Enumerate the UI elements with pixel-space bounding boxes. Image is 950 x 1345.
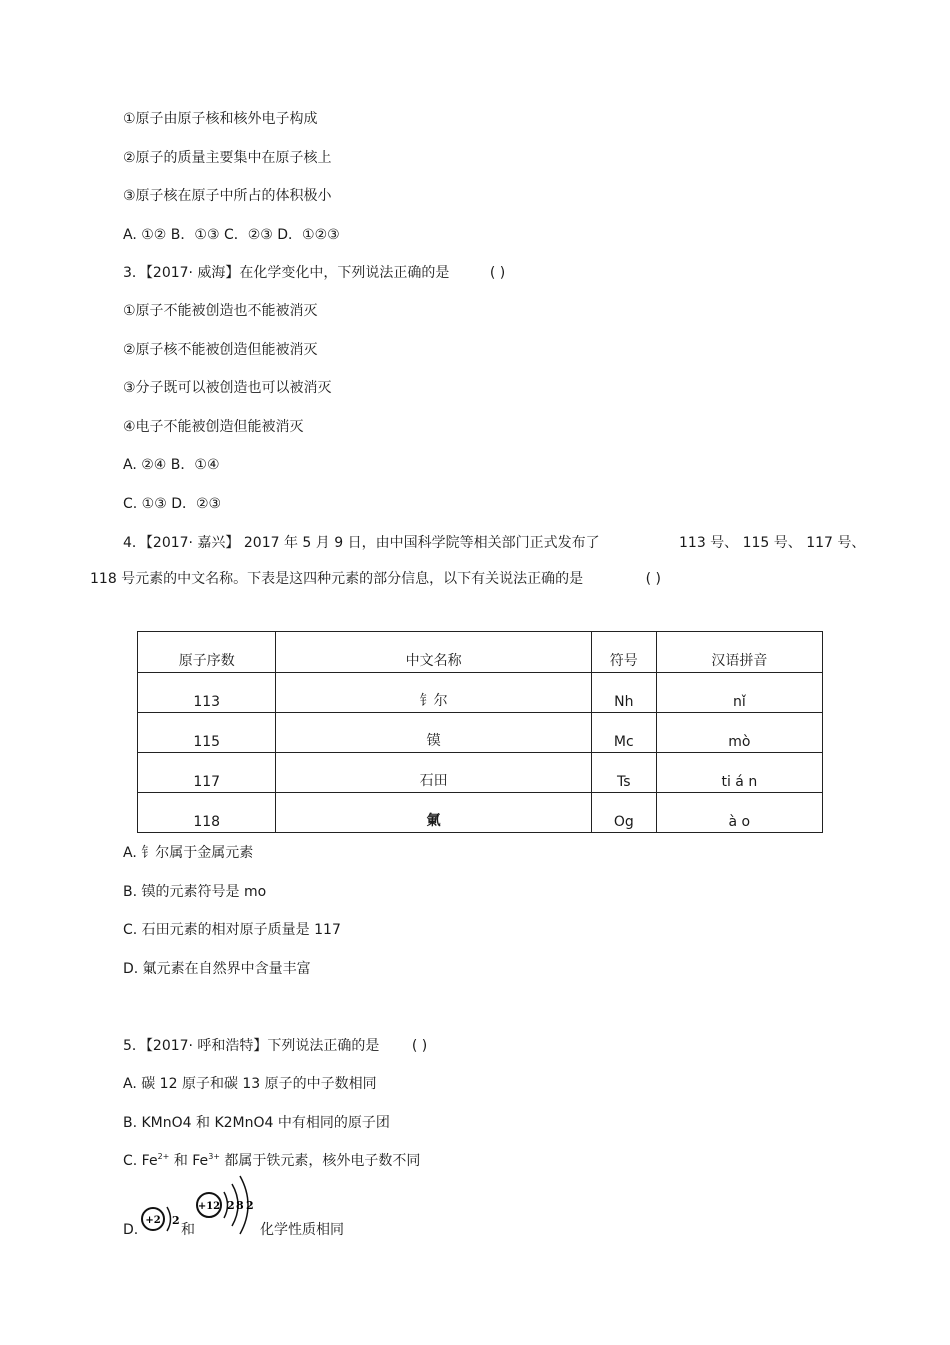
q4-option-a: A. 钅尔属于金属元素 [123, 845, 254, 861]
cell-symbol: Nh [591, 673, 656, 713]
cell-atomic-number: 117 [138, 753, 276, 793]
q3-statement-4: ④电子不能被创造但能被消灭 [123, 419, 304, 435]
q2-choices: A. ①② B．①③ C．②③ D．①②③ [123, 227, 340, 243]
q3-statement-3: ③分子既可以被创造也可以被消灭 [123, 380, 332, 396]
q5-option-c-mid: 和 Fe [169, 1153, 209, 1169]
table-row [138, 753, 823, 793]
shell-electron-count: 2 [172, 1214, 180, 1227]
q5-option-d-label: D. [123, 1222, 139, 1238]
shell-electron-count: 8 [236, 1199, 244, 1212]
q5-option-c-suffix: 都属于铁元素，核外电子数不同 [219, 1153, 421, 1169]
cell-pinyin: à o [656, 793, 822, 833]
q3-stem [123, 264, 505, 282]
q3-choices-cd: C. ①③ D．②③ [123, 496, 222, 512]
table-header-row [138, 632, 823, 673]
helium-atom-structure-diagram [138, 1200, 182, 1240]
q5-stem-text: 5．【2017· 呼和浩特】下列说法正确的是 [123, 1038, 380, 1054]
q4-stem-line1: 4．【2017· 嘉兴】 2017 年 5 月 9 日，由中国科学院等相关部门正式发布了 [123, 535, 600, 551]
q2-statement-1: ①原子由原子核和核外电子构成 [123, 111, 318, 127]
magnesium-atom-structure-diagram [194, 1172, 260, 1244]
q4-option-d: D. 氭元素在自然界中含量丰富 [123, 961, 311, 977]
q4-option-b: B. 镆的元素符号是 mo [123, 884, 267, 900]
q4-stem-line2-text: 118 号元素的中文名称。下表是这四种元素的部分信息，以下有关说法正确的是 [90, 571, 584, 587]
q2-statement-2: ②原子的质量主要集中在原子核上 [123, 150, 332, 166]
header-atomic-number: 原子序数 [138, 632, 276, 673]
q5-option-b: B. KMnO4 和 K2MnO4 中有相同的原子团 [123, 1115, 390, 1131]
q2-statement-3: ③原子核在原子中所占的体积极小 [123, 188, 332, 204]
cell-atomic-number: 115 [138, 713, 276, 753]
q5-option-c [123, 1152, 420, 1170]
q3-choices-ab: A. ②④ B．①④ [123, 457, 220, 473]
q4-answer-paren: ( ) [645, 571, 661, 587]
q3-statement-1: ①原子不能被创造也不能被消灭 [123, 303, 318, 319]
shell-electron-count: 2 [227, 1199, 235, 1212]
cell-atomic-number: 118 [138, 793, 276, 833]
header-symbol: 符号 [591, 632, 656, 673]
cell-symbol: Ts [591, 753, 656, 793]
q3-answer-paren: ( ) [489, 265, 506, 281]
table-row [138, 673, 823, 713]
q5-option-d-and: 和 [181, 1222, 195, 1238]
nucleus-charge: +12 [197, 1201, 221, 1212]
q5-option-c-prefix: C. Fe [123, 1153, 158, 1169]
cell-chinese-name: 钅尔 [276, 673, 591, 713]
electron-shell-arc [167, 1207, 171, 1231]
q4-stem-line2 [90, 570, 661, 588]
q5-option-a: A. 碳 12 原子和碳 13 原子的中子数相同 [123, 1076, 377, 1092]
cell-atomic-number: 113 [138, 673, 276, 713]
cell-symbol: Og [591, 793, 656, 833]
cell-pinyin: ti á n [656, 753, 822, 793]
nucleus-charge: +2 [145, 1215, 161, 1226]
table-row [138, 793, 823, 833]
cell-pinyin: mò [656, 713, 822, 753]
q4-stem-line1-tail: 113 号、 115 号、 117 号、 [679, 535, 866, 551]
element-info-table [137, 631, 823, 833]
q5-option-d-suffix: 化学性质相同 [260, 1222, 344, 1238]
cell-symbol: Mc [591, 713, 656, 753]
q3-statement-2: ②原子核不能被创造但能被消灭 [123, 342, 318, 358]
shell-electron-count: 2 [246, 1199, 254, 1212]
header-chinese-name: 中文名称 [276, 632, 591, 673]
cell-chinese-name: 氭 [276, 793, 591, 833]
q5-stem [123, 1037, 427, 1055]
charge-superscript: 2+ [157, 1152, 170, 1161]
cell-pinyin: nǐ [656, 673, 822, 713]
q4-option-c: C. 石田元素的相对原子质量是 117 [123, 922, 341, 938]
q5-answer-paren: ( ) [411, 1038, 428, 1054]
cell-chinese-name: 石田 [276, 753, 591, 793]
charge-superscript: 3+ [208, 1152, 220, 1161]
table-row [138, 713, 823, 753]
header-pinyin: 汉语拼音 [656, 632, 822, 673]
cell-chinese-name: 镆 [276, 713, 591, 753]
q3-stem-text: 3．【2017· 威海】在化学变化中，下列说法正确的是 [123, 265, 450, 281]
